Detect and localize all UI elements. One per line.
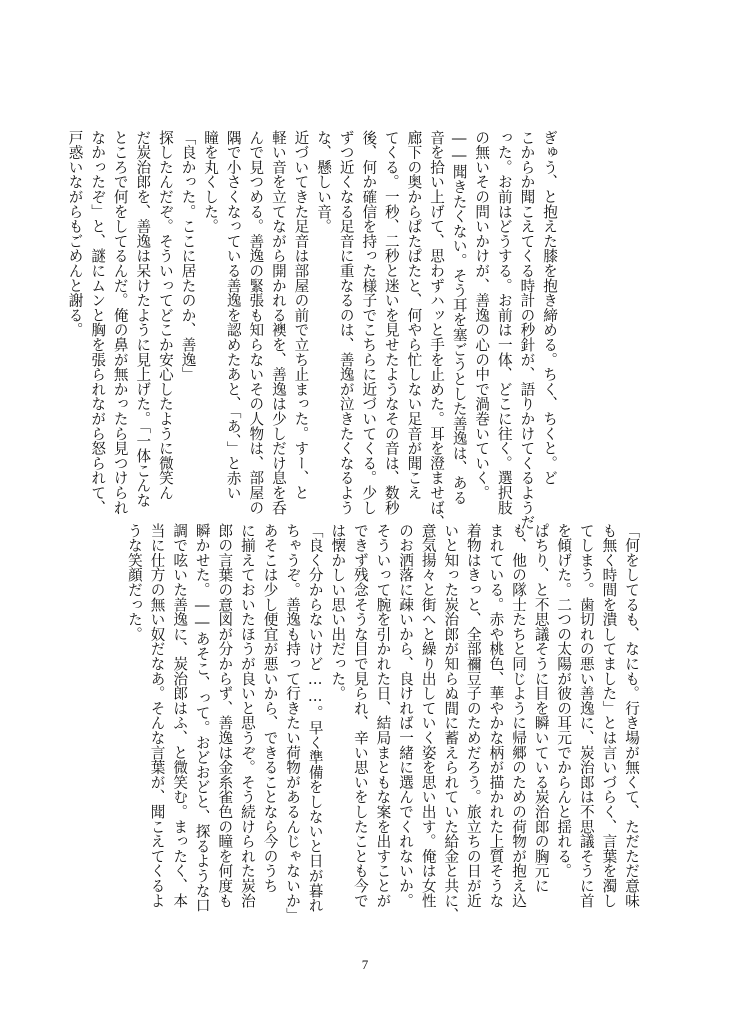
lower-text-block	[110, 523, 642, 923]
paragraph: 「何をしてるも、なにも。行き場が無くて、ただただ意味 も無く時間を潰してました」とは言いづらく、言葉を濁し てしまう。歯切れの悪い善逸に、炭治郎は不思議そうに首 を傾げた。二つの太陽が彼の耳元でからんと揺れる。	[555, 523, 640, 908]
page-number: 7	[361, 957, 369, 972]
paragraph: ぱちり、と不思議そうに目を瞬いている炭治郎の胸元に も、他の隊士たちと同じように帰郷のための荷物が抱え込 まれている。赤や桃色、華やかな柄が描かれた上質そうな 着物はきっと、全部禰豆子のためだろう。旅立ちの日が近 いと知った炭治郎が知らぬ間に蓄えられていた給金と共に、 意気揚々と街へと繰り出していく姿を思い出す。俺は女性 のお洒落に疎いから、良ければ一緒に選んでくれないか。 そういって腕を引かれた日、結局まともな案を出すことが できず残念そうな目で見られ、辛い思いをしたことも今で は懐かしい思い出だった。	[329, 523, 550, 923]
upper-text-block	[66, 130, 560, 530]
paragraph: 探したんだぞ。そういってどこか安心したように微笑ん だ炭治郎を、善逸は呆けたように見上げた。「一体こんな ところで何をしてるんだ。俺の鼻が無かったら見つけられ なかったぞ」と、謎にムンと胸を張られながら怒られて、 戸惑いながらもごめんと謝る。	[66, 130, 174, 515]
paragraph: 近づいてきた足音は部屋の前で立ち止まった。すー、と 軽い音を立てながら開かれる襖を、善逸は少しだけ息を呑 んで見つめる。善逸の緊張も知らないその人物は、部屋の 隅で小さくなっている善逸を認めたあと、「あ、」と赤い 瞳を丸くした。	[202, 130, 310, 515]
paragraph: 「良かった。ここに居たのか、善逸」	[179, 130, 197, 382]
paragraph: ――聞きたくない。そう耳を塞ごうとした善逸は、ある 音を拾い上げて、思わずハッと手を止めた。耳を澄ませば、 廊下の奥からぱたぱたと、何やら忙しない足音が聞こえ てくる。一秒、二秒と迷いを見せたようなその音は、数秒 後、何か確信を持った様子でこちらに近づいてくる。少し ずつ近くなる足音に重なるのは、善逸が泣きたくなるよう な、懸しい音。	[315, 130, 468, 530]
paragraph: ぎゅう、と抱えた膝を抱き締める。ちく、ちくと。ど こからか聞こえてくる時計の秒針が、語りかけてくるようだ った。お前はどうする。お前は一体、どこに往く。選択肢 の無いその問いかけが、善逸の心の中で渦巻いていく。	[473, 130, 558, 530]
paragraph: あそこは少し便宜が悪いから、できることなら今のうち に揃えておいたほうが良いと思うぞ。そう続けられた炭治 郎の言葉の意図が分からず、善逸は金糸雀色の瞳を何度も 瞬かせた。――あそこ、って。おどおどと、探るような口 調で呟いた善逸に、炭治郎はふ、と微笑む。まったく、本 当に仕方の無い奴だなあ。そんな言葉が、聞こえてくるよ うな笑顔だった。	[125, 523, 279, 913]
paragraph: 「良く分からないけど……。早く準備をしないと日が暮れ ちゃうぞ。善逸も持って行きたい荷物があるんじゃないか」	[284, 523, 324, 923]
